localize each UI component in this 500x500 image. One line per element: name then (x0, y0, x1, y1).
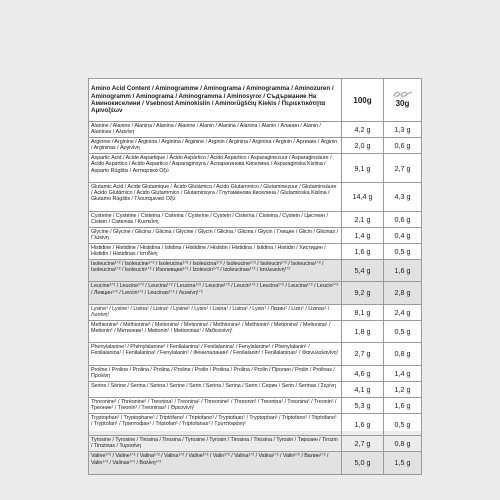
table-row (89, 413, 422, 435)
amino-acid-table (88, 78, 422, 475)
amino-acid-name: Arginine / Arginine / Arginina / Arginina / Arginine / Arginin / Arginina / Arginina / Arginin / Аргинин / Arginin / Argininas / Αργινίνη (89, 138, 342, 154)
value-per-30g: 2,8 g (384, 282, 422, 304)
value-per-30g: 0,5 g (384, 320, 422, 342)
value-per-30g: 0,6 g (384, 138, 422, 154)
value-per-100g: 4,6 g (342, 365, 384, 381)
amino-acid-name: Serine / Sérine / Serina / Serina / Serine / Serin / Serina / Serina / Serin / Серин / Serin / Serinas / Σερίνη (89, 381, 342, 397)
value-per-30g: 1,2 g (384, 381, 422, 397)
value-per-100g: 2,7 g (342, 436, 384, 452)
amino-acid-column-header: Amino Acid Content / Aminogramme / Aminograma / Aminogramma / Aminozuren / Aminogramm / Aminograma / Aminogramma / Aminosyror / Съдържание На Аминокиселини / Vsebnost Aminokislin / Aminorūgščių Kiekis / Περιεκτικότητα Αμινοξέων (89, 79, 342, 122)
amino-acid-name: Cysteine / Cystéine / Cisteína / Cisteina / Cysteïne / Cystein / Cisteína / Cisteina / Cystein / Цистеин / Cistein / Cisteinas / Κυστεΐνη (89, 211, 342, 227)
value-per-100g: 8,1 g (342, 304, 384, 320)
value-per-100g: 1,6 g (342, 413, 384, 435)
value-per-100g: 5,4 g (342, 259, 384, 281)
value-per-30g: 4,3 g (384, 182, 422, 211)
amino-acid-name: Lysine¹ / Lysine¹ / Lisina¹ / Lisina¹ / Lysine¹ / Lysin¹ / Lisina¹ / Lisina¹ / Lysin¹ / Лизин¹ / Lizin¹ / Lizinas¹ / Λυσίνη¹ (89, 304, 342, 320)
scoop-icon (384, 90, 421, 99)
amino-acid-name: Phenylalanine¹ / Phénylalanine¹ / Fenilalanina¹ / Fenilalanina¹ / Fenylalanine¹ / Phenylalanin¹ / Fenilalanina¹ / Fenilalanina¹ / Fenylalanin¹ / Фенилаланин¹ / Fenilalanin¹ / Fenilalaninas¹ / Φαινυλαλανίνη¹ (89, 343, 342, 365)
amino-acid-name: Alanine / Alanine / Alanina / Alanina / Alanine / Alanin / Alanina / Alanina / Alanin / Аланин / Alanin / Alaninas / Αλανίνη (89, 122, 342, 138)
amino-acid-name: Glutamic Acid / Acide Glutamique / Ácido Glutámico / Acido Glutammico / Glutaminezuur / Glutaminsäure / Ácido Glutâmico / Acido Glutammico / Glutaminsyra / Глутаминова Киселина / Glutaminska Kislina / Glutamo Rūgštis / Γλουταμινικό Οξύ (89, 182, 342, 211)
value-per-100g: 1,4 g (342, 227, 384, 243)
value-per-100g: 4,1 g (342, 381, 384, 397)
amino-acid-name: Proline / Proline / Prolina / Prolina / Proline / Prolin / Prolina / Prolina / Prolin / Пролин / Prolin / Prolinas / Προλίνη (89, 365, 342, 381)
per-30g-column-header (384, 79, 422, 122)
amino-acid-name: Glycine / Glycine / Glicina / Glicina / Glycine / Glycin / Glicina / Glicina / Glycin / Глицин / Glicin / Glicinas / Γλυκίνη (89, 227, 342, 243)
value-per-100g: 9,2 g (342, 282, 384, 304)
value-per-30g: 1,4 g (384, 365, 422, 381)
value-per-30g: 0,4 g (384, 227, 422, 243)
amino-acid-name: Valine¹ᐟ² / Valine¹ᐟ² / Valina¹ᐟ² / Valina¹ᐟ² / Valine¹ᐟ² / Valin¹ᐟ² / Valina¹ᐟ² / Valina¹ᐟ² / Valin¹ᐟ² / Валин¹ᐟ² / Valin¹ᐟ² / Valinas¹ᐟ² / Βαλίνη¹ᐟ² (89, 452, 342, 474)
value-per-30g: 0,8 g (384, 436, 422, 452)
value-per-100g: 14,4 g (342, 182, 384, 211)
value-per-30g: 0,5 g (384, 413, 422, 435)
value-per-100g: 5,3 g (342, 397, 384, 413)
value-per-100g: 2,7 g (342, 343, 384, 365)
amino-acid-name: Threonine¹ / Thréonine¹ / Treonina¹ / Treonina¹ / Threonine¹ / Threonin¹ / Treonina¹ / Treonina¹ / Treonin¹ / Треонин¹ / Treonin¹ / Treoninas¹ / Θρεονίνη¹ (89, 397, 342, 413)
amino-acid-name: Methionine¹ / Méthionine¹ / Metionina¹ / Metionina¹ / Methionine¹ / Methionin¹ / Metionina¹ / Metionina¹ / Metionin¹ / Метионин¹ / Metionin¹ / Metioninas¹ / Μεθειονίνη¹ (89, 320, 342, 342)
table-row (89, 182, 422, 211)
table-row (89, 154, 422, 183)
table-row (89, 397, 422, 413)
table-row (89, 436, 422, 452)
per-100g-column-header (342, 79, 384, 122)
value-per-30g: 2,7 g (384, 154, 422, 183)
value-per-100g: 1,6 g (342, 243, 384, 259)
value-per-100g: 2,0 g (342, 138, 384, 154)
value-per-100g: 5,0 g (342, 452, 384, 474)
value-per-30g: 1,3 g (384, 122, 422, 138)
table-row (89, 282, 422, 304)
value-per-30g: 0,6 g (384, 211, 422, 227)
table-body (89, 122, 422, 475)
table-row (89, 259, 422, 281)
amino-acid-name: Aspartic Acid / Acide Aspartique / Ácido Aspártico / Acido Aspartico / Asparaginezuur / Asparaginsäure / Ácido Aspártico / Acido Aspartico / Asparaginsyra / Аспарагинова Киселина / Asparaginska Kislina / Asparto Rūgštis / Ασπαρτικό Οξύ (89, 154, 342, 183)
table-row (89, 320, 422, 342)
table-row (89, 365, 422, 381)
table-header-row (89, 79, 422, 122)
value-per-30g: 1,5 g (384, 452, 422, 474)
amino-acid-name: Tyrosine / Tyrosine / Tirosina / Tirosina / Tyrosine / Tyrosin / Tirosina / Tirosina / Tyrosin / Тирозин / Tirozin / Tirozinas / Τυροσίνη (89, 436, 342, 452)
value-per-100g: 9,1 g (342, 154, 384, 183)
value-per-30g: 1,6 g (384, 259, 422, 281)
amino-acid-name: Isoleucine¹ᐟ² / Isoleucine¹ᐟ² / Isoleucina¹ᐟ² / Isoleucina¹ᐟ² / Isoleucine¹ᐟ² / Isoleucin¹ᐟ² / Isoleucina¹ᐟ² / Isoleucina¹ᐟ² / Isoleucin¹ᐟ² / Изолевцин¹ᐟ² / Izolevcin¹ᐟ² / Izoleucinas¹ᐟ² / Ισολευκίνη¹ᐟ² (89, 259, 342, 281)
table-row (89, 243, 422, 259)
table-row (89, 138, 422, 154)
value-per-30g: 0,8 g (384, 343, 422, 365)
value-per-100g: 1,8 g (342, 320, 384, 342)
value-per-100g: 2,1 g (342, 211, 384, 227)
table-row (89, 227, 422, 243)
value-per-30g: 2,4 g (384, 304, 422, 320)
value-per-100g: 4,2 g (342, 122, 384, 138)
table-row (89, 343, 422, 365)
per-100g-label: 100g (353, 95, 372, 105)
amino-acid-name: Leucine¹ᐟ² / Leucine¹ᐟ² / Leucina¹ᐟ² / Leucina¹ᐟ² / Leucine¹ᐟ² / Leucin¹ᐟ² / Leucina¹ᐟ² / Leucina¹ᐟ² / Leucin¹ᐟ² / Левцин¹ᐟ² / Levcin¹ᐟ² / Leucinas¹ᐟ² / Λευκίνη¹ᐟ² (89, 282, 342, 304)
table-row (89, 122, 422, 138)
amino-acid-table-panel (88, 78, 421, 468)
table-row (89, 381, 422, 397)
table-row (89, 211, 422, 227)
amino-acid-name: Tryptophan¹ / Tryptophane¹ / Triptófano¹ / Triptofano¹ / Tryptofaan¹ / Tryptophan¹ / Triptofano¹ / Triptofano¹ / Tryptofan¹ / Триптофан¹ / Triptofan¹ / Triptofanas¹ / Τρυπτοφάνη¹ (89, 413, 342, 435)
value-per-30g: 1,6 g (384, 397, 422, 413)
value-per-30g: 0,5 g (384, 243, 422, 259)
per-30g-label: 30g (395, 99, 410, 108)
table-row (89, 452, 422, 474)
table-row (89, 304, 422, 320)
amino-acid-name: Histidine / Histidine / Histidina / Istidina / Histidine / Histidin / Histidina / Istidina / Histidin / Хистидин / Histidin / Histidinas / Ιστιδίνη (89, 243, 342, 259)
